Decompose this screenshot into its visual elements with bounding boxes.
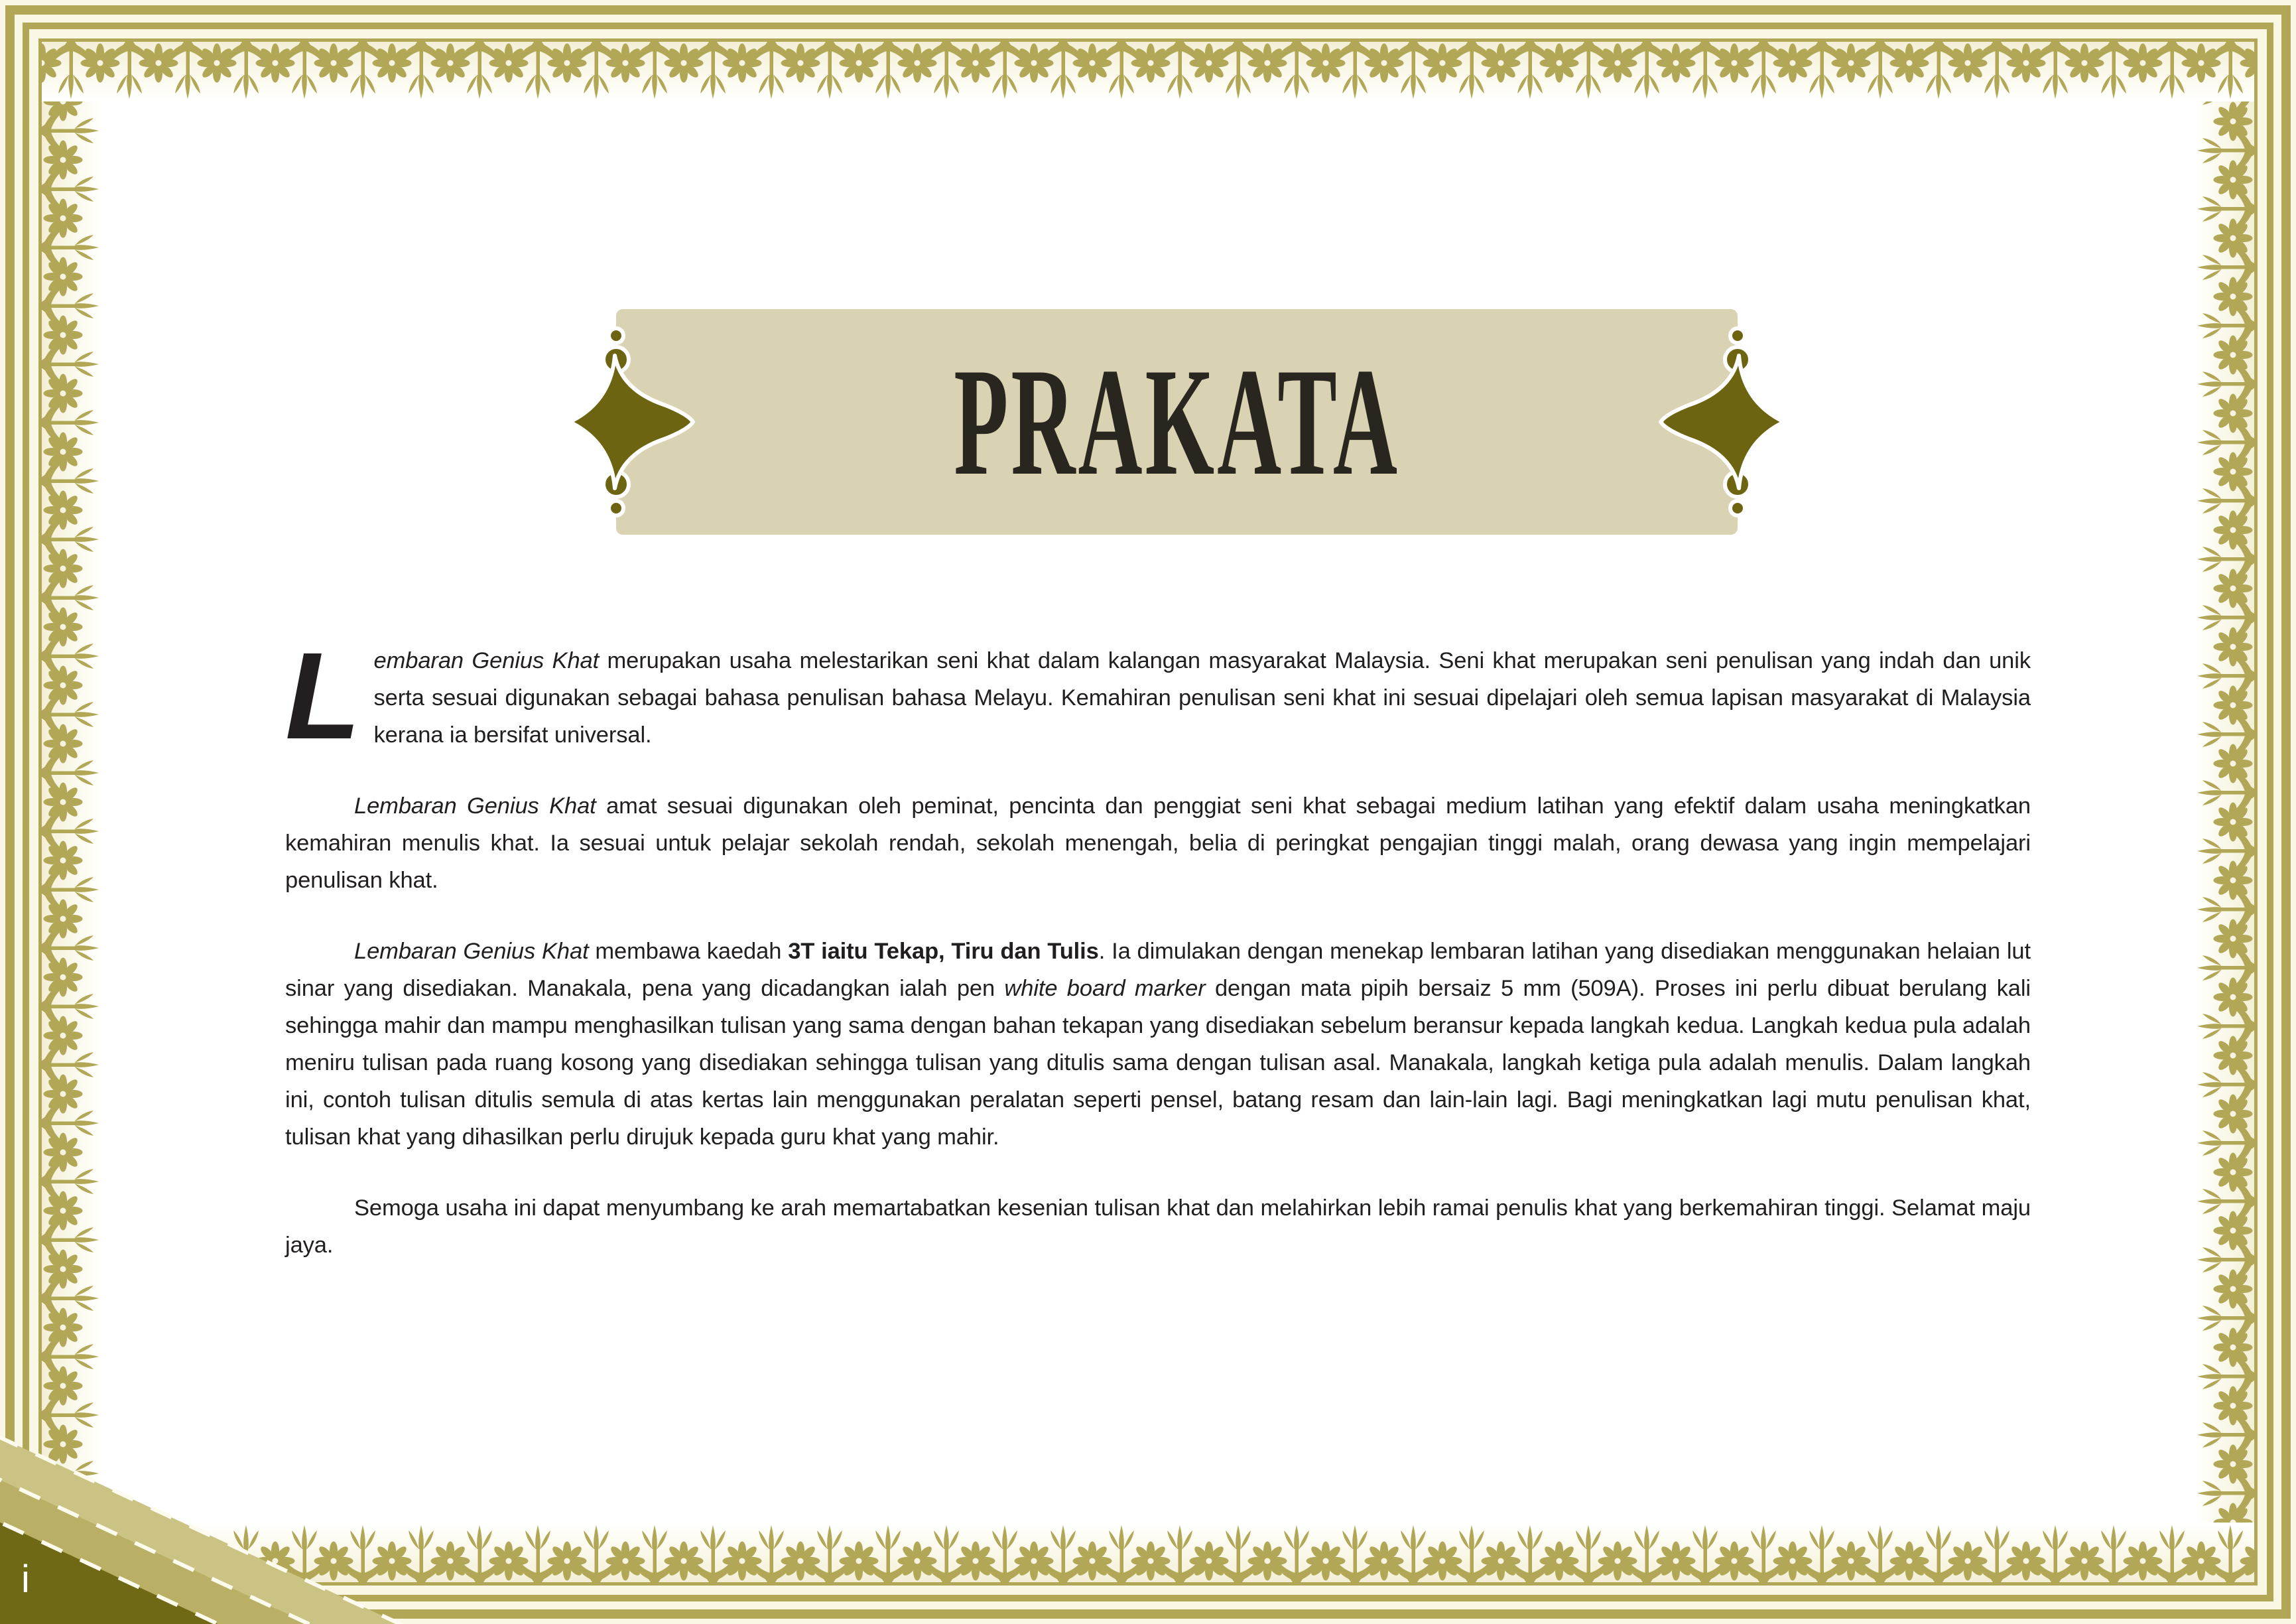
bold-run: 3T iaitu Tekap, Tiru dan Tulis: [788, 939, 1099, 964]
italic-run: Lembaran Genius Khat: [354, 939, 589, 964]
ornament-border-right: [2195, 102, 2254, 1522]
page-number-ribbon: [0, 1398, 411, 1624]
italic-run: Lembaran Genius Khat: [354, 793, 596, 819]
ornament-border-left: [42, 102, 101, 1522]
paragraph-2: [285, 787, 2031, 899]
italic-run: white board marker: [1004, 976, 1206, 1001]
text-run: Semoga usaha ini dapat menyumbang ke arah memartabatkan kesenian tulisan khat dan melahirkan lebih ramai penulis khat yang berkemahiran tinggi. Selamat maju jaya.: [285, 1195, 2031, 1258]
text-run: dengan mata pipih bersaiz 5 mm (509A). Proses ini perlu dibuat berulang kali sehingga mahir dan mampu menghasilkan tulisan yang sama dengan bahan tekapan yang disediakan sebelum beransur kepada langkah kedua. Langkah kedua pula adalah meniru tulisan pada ruang kosong yang disediakan sehingga tulisan yang ditulis sama dengan tulisan asal. Manakala, langkah ketiga pula adalah menulis. Dalam langkah ini, contoh tulisan ditulis semula di atas kertas lain menggunakan peralatan seperti pensel, batang resam dan lain-lain lagi. Bagi meningkatkan lagi mutu penulisan khat, tulisan khat yang dihasilkan perlu dirujuk kepada guru khat yang mahir.: [285, 976, 2031, 1150]
page-number: i: [21, 1558, 30, 1601]
italic-run: embaran Genius Khat: [373, 648, 600, 673]
paragraph-3: [285, 933, 2031, 1156]
preface-text: [285, 628, 2031, 1264]
paragraph-4: [285, 1189, 2031, 1264]
page-title: PRAKATA: [954, 336, 1400, 508]
text-run: merupakan usaha melestarikan seni khat dalam kalangan masyarakat Malaysia. Seni khat merupakan seni penulisan yang indah dan unik serta sesuai digunakan sebagai bahasa penulisan bahasa Melayu. Kemahiran penulisan seni khat ini sesuai dipelajari oleh semua lapisan masyarakat di Malaysia kerana ia bersifat universal.: [373, 648, 2031, 748]
ornament-border-top: [42, 42, 2254, 102]
text-run: amat sesuai digunakan oleh peminat, pencinta dan penggiat seni khat sebagai medium latihan yang efektif dalam usaha meningkatkan kemahiran menulis khat. Ia sesuai untuk pelajar sekolah rendah, sekolah menengah, belia di peringkat pengajian tinggi malah, orang dewasa yang ingin mempelajari penulisan khat.: [285, 793, 2031, 893]
text-run: . Ia dimulakan dengan menekap lembaran latihan yang disediakan menggunakan helaian lut sinar yang disediakan. Manakala, pena yang dicadangkan ialah pen: [285, 939, 2031, 1001]
paragraph-1: [285, 628, 2031, 765]
title-banner: [616, 309, 1738, 535]
text-run: membawa kaedah: [588, 939, 789, 964]
drop-cap: L: [285, 628, 361, 765]
